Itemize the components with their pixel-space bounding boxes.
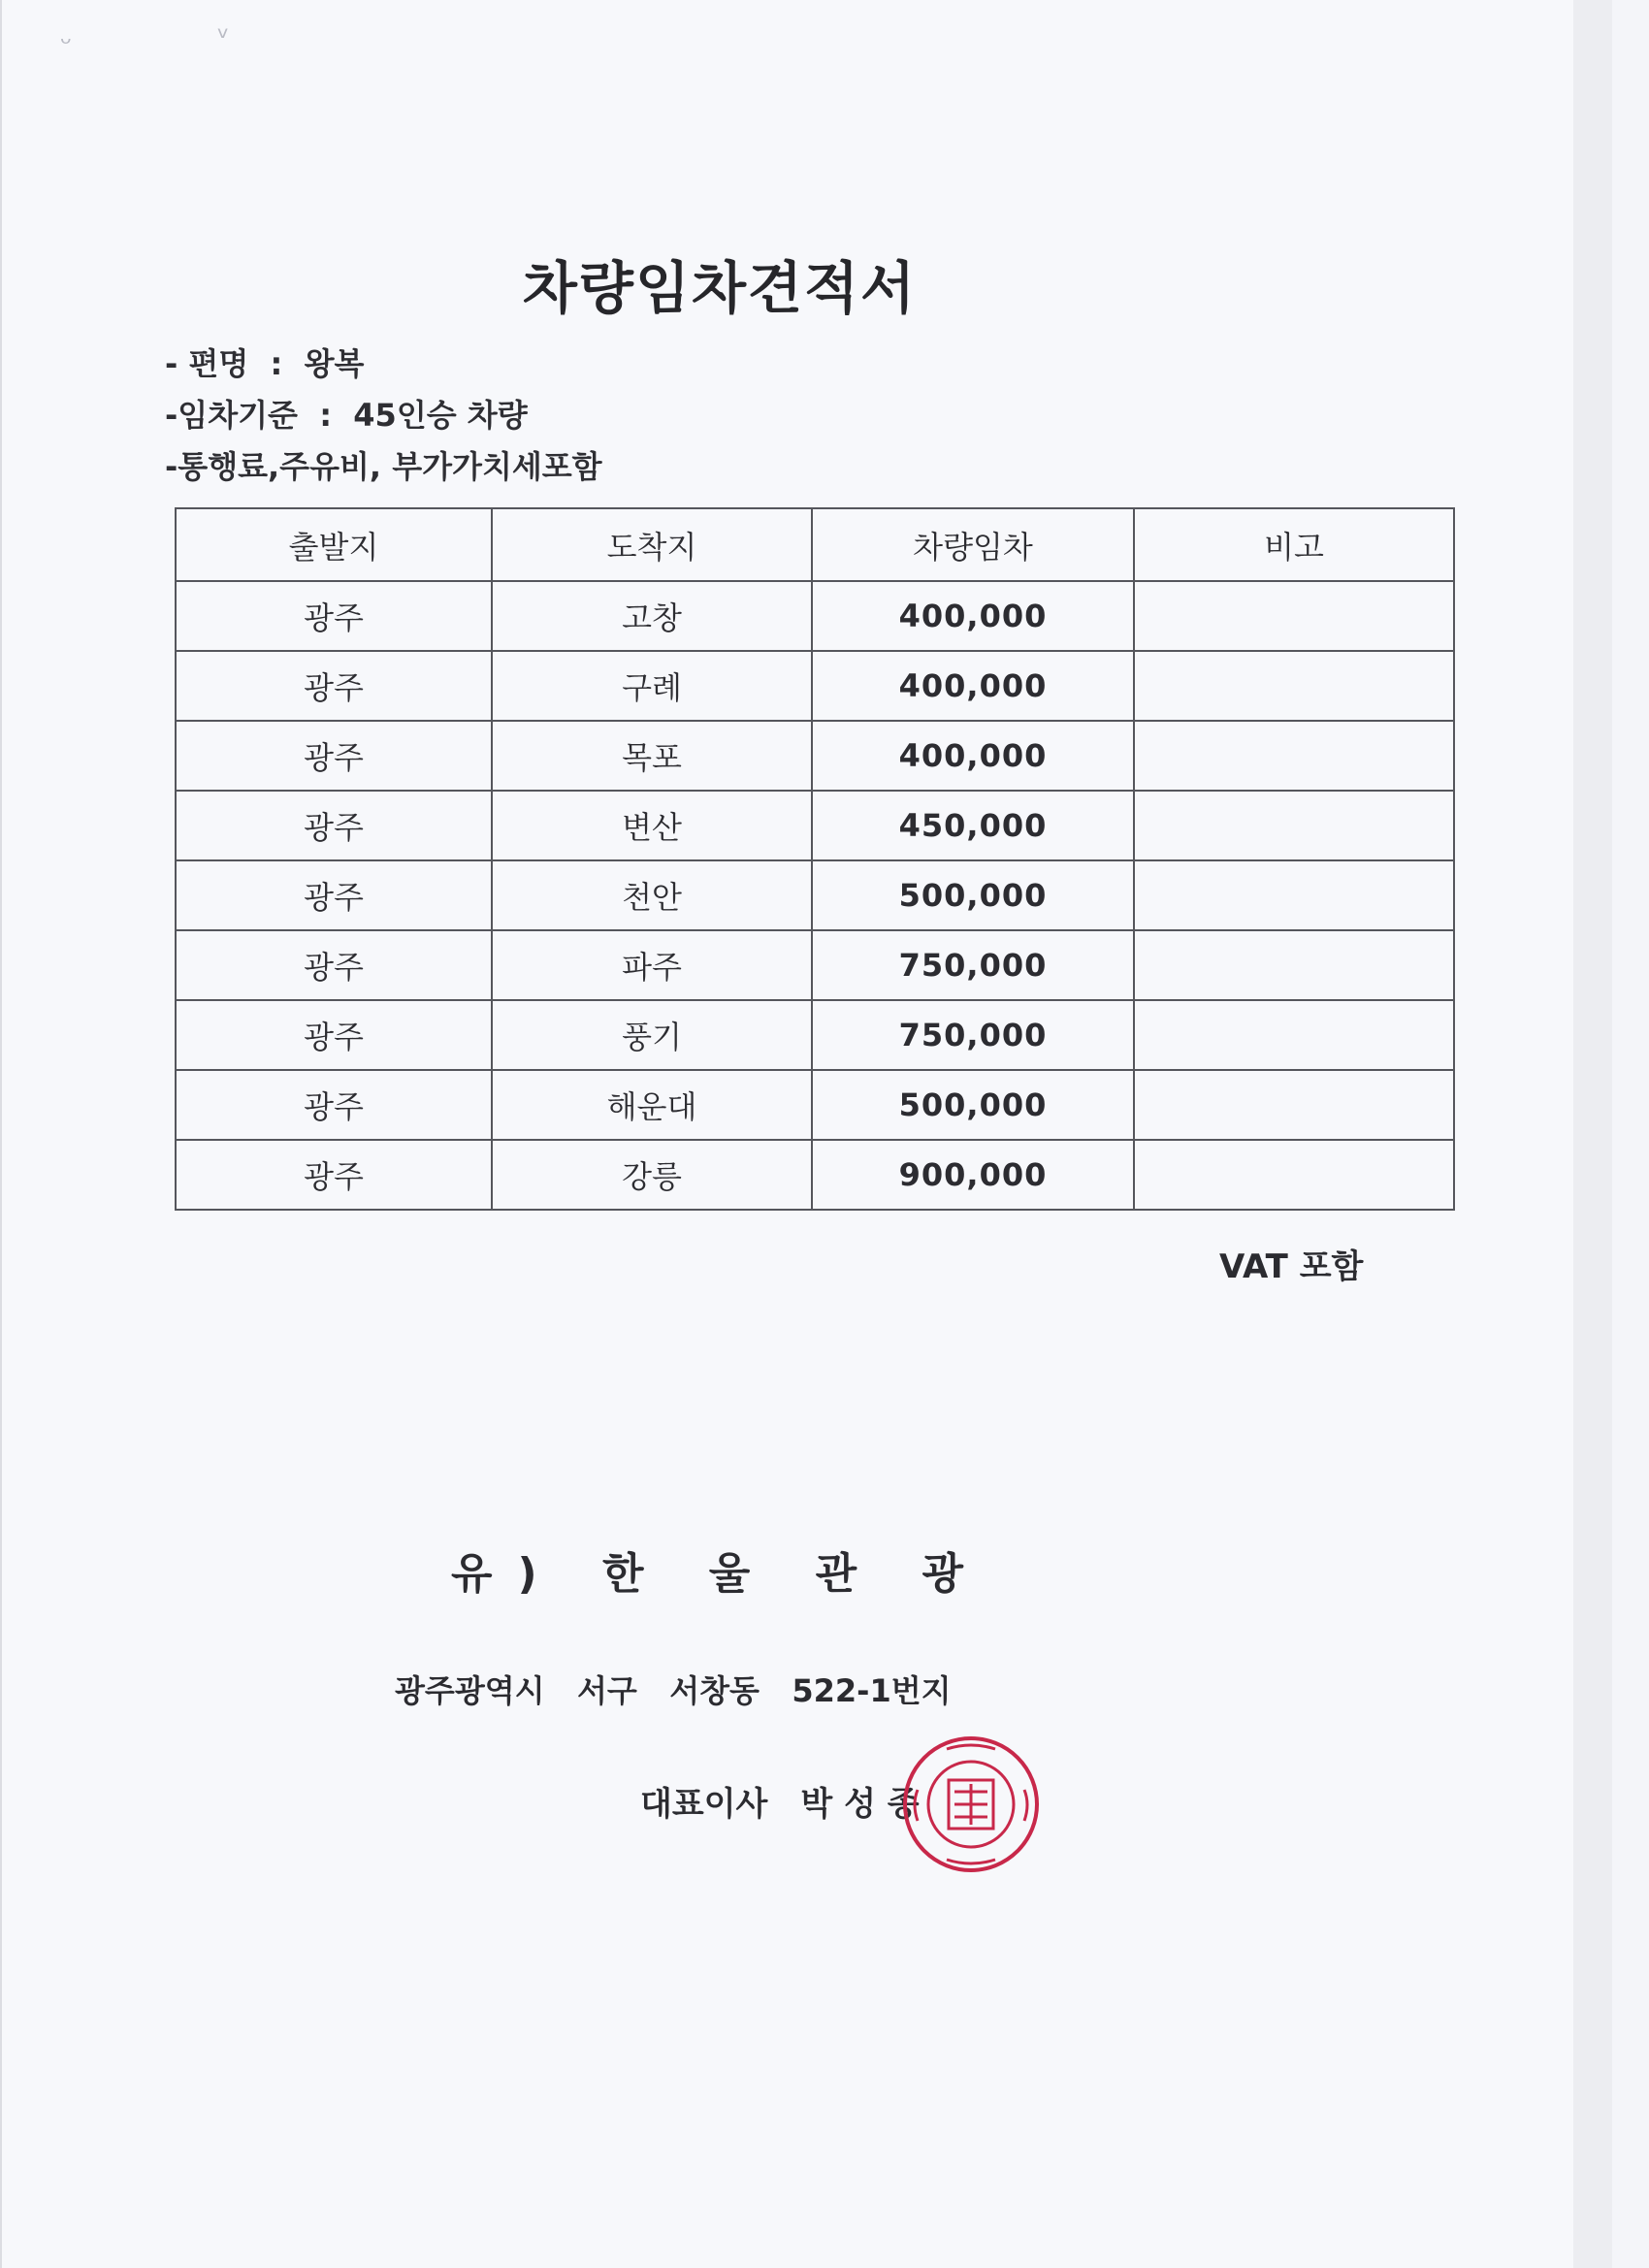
cell-destination: 해운대 <box>492 1070 812 1140</box>
cell-origin: 광주 <box>176 791 492 860</box>
representative-name: 박 성 종 <box>800 1785 920 1824</box>
seal-glyph-strokes <box>954 1784 987 1825</box>
cell-note <box>1134 721 1454 791</box>
cell-destination: 강릉 <box>492 1140 812 1210</box>
cell-origin: 광주 <box>176 1000 492 1070</box>
representative-line <box>640 1777 920 1825</box>
cell-fare: 500,000 <box>812 860 1134 930</box>
scan-smudge: ᵕ <box>60 27 73 61</box>
cell-destination: 고창 <box>492 581 812 651</box>
table-row <box>176 581 1454 651</box>
cell-note <box>1134 791 1454 860</box>
table-row <box>176 860 1454 930</box>
cell-origin: 광주 <box>176 1140 492 1210</box>
cell-fare: 500,000 <box>812 1070 1134 1140</box>
vat-note: VAT 포함 <box>1219 1247 1364 1286</box>
cell-note <box>1134 860 1454 930</box>
cell-destination: 목포 <box>492 721 812 791</box>
header-destination: 도착지 <box>492 508 812 581</box>
cell-destination: 풍기 <box>492 1000 812 1070</box>
cell-note <box>1134 1140 1454 1210</box>
cell-origin: 광주 <box>176 860 492 930</box>
cell-fare: 750,000 <box>812 1000 1134 1070</box>
header-fare: 차량임차 <box>812 508 1134 581</box>
cell-note <box>1134 1000 1454 1070</box>
header-note: 비고 <box>1134 508 1454 581</box>
table-row <box>176 791 1454 860</box>
cell-note <box>1134 651 1454 721</box>
table-row <box>176 721 1454 791</box>
table-row <box>176 1000 1454 1070</box>
cell-destination: 변산 <box>492 791 812 860</box>
scan-smudge: ᵛ <box>217 21 230 55</box>
cell-note <box>1134 581 1454 651</box>
table-row <box>176 651 1454 721</box>
cell-fare: 400,000 <box>812 651 1134 721</box>
header-origin: 출발지 <box>176 508 492 581</box>
cell-destination: 파주 <box>492 930 812 1000</box>
info-rental-basis: -임차기준 : 45인승 차량 <box>165 397 528 434</box>
table-row <box>176 1070 1454 1140</box>
cell-note <box>1134 1070 1454 1140</box>
cell-origin: 광주 <box>176 651 492 721</box>
company-address: 광주광역시 서구 서창동 522-1번지 <box>395 1672 952 1709</box>
cell-origin: 광주 <box>176 581 492 651</box>
cell-note <box>1134 930 1454 1000</box>
cell-destination: 구례 <box>492 651 812 721</box>
cell-origin: 광주 <box>176 930 492 1000</box>
info-included-costs: -통행료,주유비, 부가가치세포함 <box>165 448 602 485</box>
table-row <box>176 1140 1454 1210</box>
cell-fare: 400,000 <box>812 581 1134 651</box>
representative-label: 대표이사 <box>640 1785 768 1824</box>
cell-origin: 광주 <box>176 721 492 791</box>
page-edge <box>1573 0 1612 2268</box>
table-row <box>176 930 1454 1000</box>
cell-fare: 900,000 <box>812 1140 1134 1210</box>
table-header-row <box>176 508 1454 581</box>
info-trip-type: - 편명 : 왕복 <box>165 345 365 382</box>
company-seal-stamp <box>898 1732 1044 1877</box>
cell-origin: 광주 <box>176 1070 492 1140</box>
document-title: 차량임차견적서 <box>522 255 918 321</box>
cell-fare: 750,000 <box>812 930 1134 1000</box>
cell-fare: 400,000 <box>812 721 1134 791</box>
cell-fare: 450,000 <box>812 791 1134 860</box>
quote-table <box>175 507 1455 1211</box>
cell-destination: 천안 <box>492 860 812 930</box>
company-name: 유) 한 울 관 광 <box>451 1549 988 1599</box>
